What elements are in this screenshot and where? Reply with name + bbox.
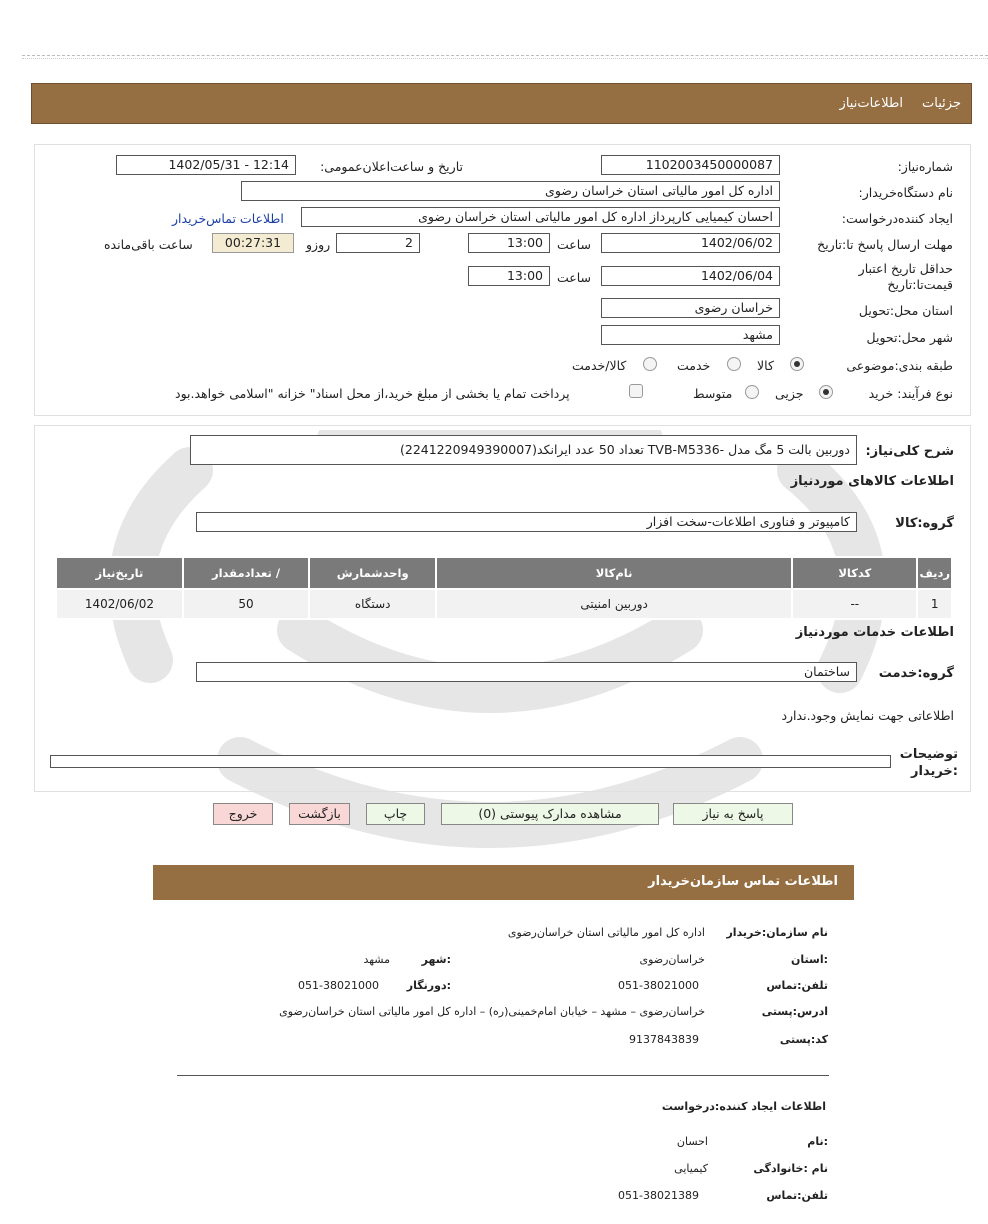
cell-unit: دستگاه: [309, 589, 436, 619]
validity-time-label: ساعت: [557, 270, 592, 285]
category-radio-goods[interactable]: [790, 357, 804, 371]
treasury-payment-checkbox[interactable]: [629, 384, 643, 398]
contact-org-label: نام سازمان‌:خریدار: [726, 926, 828, 939]
creator-label: ایجاد کننده‌درخواست:: [841, 211, 953, 226]
back-button[interactable]: بازگشت: [289, 803, 350, 825]
top-divider-2: [22, 58, 988, 59]
col-code: کدکالا: [792, 557, 917, 589]
buyer-org-field: اداره کل امور مالیاتی استان خراسان رضوی: [241, 181, 780, 201]
process-radio-minor[interactable]: [819, 385, 833, 399]
contact-province: خراسان‌رضوی: [639, 953, 705, 966]
category-option-goods: کالا: [757, 358, 774, 373]
contact-banner: [153, 865, 854, 900]
category-radio-both[interactable]: [643, 357, 657, 371]
category-option-both: کالا/خدمت: [572, 358, 627, 373]
category-option-service: خدمت: [677, 358, 711, 373]
process-label: نوع فرآیند‌: خرید: [868, 386, 953, 401]
contact-province-label: :استان: [791, 953, 828, 966]
col-unit: واحدشمارش: [309, 557, 436, 589]
process-option-medium: متوسط: [693, 386, 733, 401]
city-label: شهر محل‌:تحویل: [866, 330, 953, 345]
creator-phone-label: تلفن‌:تماس: [766, 1189, 828, 1202]
category-label: طبقه بندی‌:موضوعی: [846, 358, 953, 373]
announce-field: 1402/05/31 - 12:14: [116, 155, 296, 175]
process-option-minor: جزیی: [775, 386, 804, 401]
announce-label: تاریخ و ساعت‌اعلان‌عمومی:: [320, 159, 463, 174]
top-divider: [22, 55, 988, 56]
deadline-time-field: 13:00: [468, 233, 550, 253]
days-label: روزو: [306, 237, 331, 252]
creator-field: احسان کیمیایی کارپرداز اداره کل امور مالیاتی استان خراسان رضوی: [301, 207, 780, 227]
cell-row: 1: [917, 589, 952, 619]
buyer-contact-link[interactable]: اطلاعات تماس‌خریدار: [172, 211, 284, 226]
tab-details[interactable]: جزئیات: [922, 96, 961, 111]
contact-fax: 051-38021000: [298, 979, 379, 992]
cell-qty: 50: [183, 589, 309, 619]
contact-org: اداره کل امور مالیاتی استان خراسان‌رضوی: [507, 926, 705, 939]
cell-code: --: [792, 589, 917, 619]
creator-info-title: اطلاعات ایجاد کننده‌:درخواست: [661, 1100, 826, 1113]
buyer-notes-field: [50, 755, 891, 768]
creator-phone: 051-38021389: [618, 1189, 699, 1202]
city-field: مشهد: [601, 325, 780, 345]
deadline-label: مهلت ارسال پاسخ تا‌:تاریخ: [817, 237, 953, 252]
category-radio-service[interactable]: [727, 357, 741, 371]
print-button[interactable]: چاپ: [366, 803, 425, 825]
contact-postal: 9137843839: [629, 1033, 699, 1046]
cell-name: دوربین امنیتی: [436, 589, 792, 619]
buyer-notes-label: توضیحات :خریدار: [899, 747, 958, 779]
deadline-time-label: ساعت: [557, 237, 592, 252]
contact-fax-label: :دورنگار: [406, 979, 451, 992]
cell-date: 1402/06/02: [56, 589, 183, 619]
process-radio-medium[interactable]: [745, 385, 759, 399]
contact-phone-label: تلفن‌:تماس: [766, 979, 828, 992]
attachments-button[interactable]: مشاهده مدارک پیوستی (0): [441, 803, 659, 825]
need-number-label: شماره‌نیاز:: [897, 159, 953, 174]
contact-city-label: :شهر: [421, 953, 451, 966]
no-info-text: اطلاعاتی جهت نمایش وجود.ندارد: [781, 708, 954, 723]
goods-table: [55, 556, 953, 620]
validity-label: حداقل تاریخ اعتبار قیمت‌تا:تاریخ: [858, 261, 953, 292]
creator-first-name-label: :نام: [807, 1135, 828, 1148]
col-date: تاریخ‌نیاز: [56, 557, 183, 589]
contact-address-label: ادرس‌:پستی: [761, 1005, 828, 1018]
summary-label: شرح کلی‌نیاز:: [865, 444, 954, 459]
goods-group-field: کامپیوتر و فناوری اطلاعات-سخت افزار: [196, 512, 857, 532]
header-banner: [31, 83, 972, 124]
contact-city: مشهد: [363, 953, 390, 966]
creator-last-name-label: نام :خانوادگی: [753, 1162, 828, 1175]
service-group-label: گروه‌:خدمت: [878, 666, 954, 681]
province-label: استان محل‌:تحویل: [858, 303, 953, 318]
contact-postal-label: کد‌:پستی: [779, 1033, 828, 1046]
contact-phone: 051-38021000: [618, 979, 699, 992]
creator-last-name: کیمیایی: [674, 1162, 708, 1175]
respond-button[interactable]: پاسخ به نیاز: [673, 803, 793, 825]
exit-button[interactable]: خروج: [213, 803, 273, 825]
summary-field: دوربین بالت 5 مگ مدل -TVB-M5336 تعداد 50 عدد ایرانکد(2241220949390007): [190, 435, 857, 465]
contact-address: خراسان‌رضوی – مشهد – خیابان امام‌خمینی(ره) – اداره کل امور مالیاتی استان خراسان‌رضوی: [279, 1005, 705, 1018]
tab-need-info[interactable]: اطلاعات‌نیاز: [839, 96, 903, 111]
col-row: ردیف: [917, 557, 952, 589]
remaining-label: ساعت باقی‌مانده: [104, 237, 193, 252]
goods-group-label: گروه‌:کالا: [895, 516, 954, 531]
col-name: نام‌کالا: [436, 557, 792, 589]
validity-time-field: 13:00: [468, 266, 550, 286]
col-qty: / تعدادمقدار: [183, 557, 309, 589]
province-field: خراسان رضوی: [601, 298, 780, 318]
service-group-field: ساختمان: [196, 662, 857, 682]
deadline-date-field: 1402/06/02: [601, 233, 780, 253]
contact-divider: [177, 1075, 829, 1076]
creator-first-name: احسان: [676, 1135, 708, 1148]
days-field: 2: [336, 233, 420, 253]
treasury-payment-note: پرداخت تمام یا بخشی از مبلغ خرید،از محل اسناد" خزانه "اسلامی خواهد.بود: [175, 386, 570, 401]
goods-section-title: اطلاعات کالاهای موردنیاز: [790, 474, 954, 489]
remaining-timer: 00:27:31: [212, 233, 294, 253]
buyer-org-label: نام دستگاه‌خریدار:: [858, 185, 953, 200]
services-section-title: اطلاعات خدمات موردنیاز: [795, 625, 954, 640]
need-number-field: 1102003450000087: [601, 155, 780, 175]
contact-title: اطلاعات تماس سازمان‌خریدار: [648, 874, 838, 889]
table-row: [56, 589, 952, 619]
validity-date-field: 1402/06/04: [601, 266, 780, 286]
